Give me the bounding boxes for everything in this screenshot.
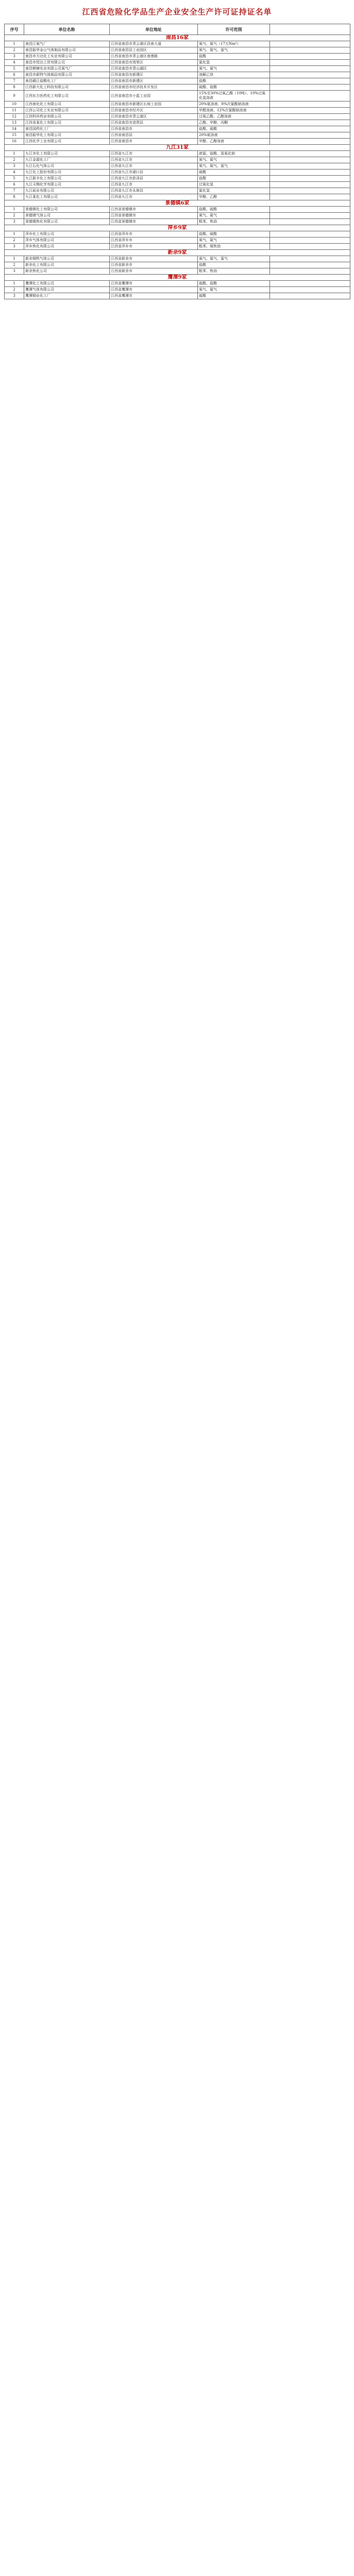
cell-seq: 2 bbox=[5, 213, 24, 219]
table-row bbox=[5, 120, 350, 126]
cell-company: 江西东方医药化工有限公司 bbox=[24, 91, 110, 101]
cell-company: 萍乡焦化有限公司 bbox=[24, 244, 110, 250]
cell-seq: 3 bbox=[5, 163, 24, 170]
cell-company: 南昌国药化工厂 bbox=[24, 126, 110, 132]
table-row bbox=[5, 72, 350, 78]
cell-seq: 4 bbox=[5, 170, 24, 176]
cell-company: 鹰潭化工有限公司 bbox=[24, 281, 110, 287]
cell-company: 南昌市新特气体制品有限公司 bbox=[24, 72, 110, 78]
cell-extra bbox=[270, 157, 350, 163]
table-row bbox=[5, 256, 350, 262]
cell-seq: 5 bbox=[5, 66, 24, 72]
cell-extra bbox=[270, 256, 350, 262]
cell-extra bbox=[270, 114, 350, 120]
section-title: 九江31家 bbox=[5, 145, 350, 151]
cell-address: 江西省南昌市经济技术开发区 bbox=[110, 84, 198, 91]
cell-scope: 甲醛溶液、12%次氯酸钠溶液 bbox=[198, 108, 270, 114]
cell-extra bbox=[270, 126, 350, 132]
cell-scope: 盐酸 bbox=[198, 262, 270, 268]
cell-company: 南昌市方达化工实业有限公司 bbox=[24, 54, 110, 60]
table-row bbox=[5, 47, 350, 54]
cell-scope: 甲醇、乙醇 bbox=[198, 194, 270, 200]
cell-seq: 5 bbox=[5, 176, 24, 182]
cell-company: 鹰潭气体有限公司 bbox=[24, 287, 110, 293]
cell-seq: 6 bbox=[5, 182, 24, 188]
table-row bbox=[5, 170, 350, 176]
cell-seq: 7 bbox=[5, 188, 24, 194]
cell-address: 江西省九江市湖口县 bbox=[110, 170, 198, 176]
cell-address: 江西省萍乡市 bbox=[110, 244, 198, 250]
table-row bbox=[5, 293, 350, 299]
cell-scope: 过氧化氢 bbox=[198, 182, 270, 188]
header-scope: 许可范围 bbox=[198, 24, 270, 35]
cell-extra bbox=[270, 293, 350, 299]
header-extra bbox=[270, 24, 350, 35]
table-row bbox=[5, 163, 350, 170]
cell-extra bbox=[270, 84, 350, 91]
cell-company: 南昌赣江盐酸化工厂 bbox=[24, 78, 110, 84]
cell-scope: 氯化氢 bbox=[198, 188, 270, 194]
cell-extra bbox=[270, 78, 350, 84]
cell-address: 江西省萍乡市 bbox=[110, 231, 198, 238]
cell-extra bbox=[270, 132, 350, 139]
table-header-row bbox=[5, 24, 350, 35]
cell-seq: 3 bbox=[5, 268, 24, 275]
table-row bbox=[5, 78, 350, 84]
table-row bbox=[5, 139, 350, 145]
cell-scope: 硫酸 bbox=[198, 293, 270, 299]
cell-seq: 3 bbox=[5, 293, 24, 299]
cell-company: 江西化学工业有限公司 bbox=[24, 139, 110, 145]
cell-company: 南昌市恒达工贸有限公司 bbox=[24, 60, 110, 66]
section-header-row bbox=[5, 35, 350, 41]
cell-address: 江西省景德镇市 bbox=[110, 219, 198, 225]
cell-company: 鹰潭铜业化工厂 bbox=[24, 293, 110, 299]
cell-extra bbox=[270, 213, 350, 219]
cell-company: 江西新大化工科技有限公司 bbox=[24, 84, 110, 91]
cell-seq: 2 bbox=[5, 238, 24, 244]
cell-extra bbox=[270, 287, 350, 293]
cell-address: 江西省九江市彭泽县 bbox=[110, 176, 198, 182]
cell-company: 新余钢铁气体公司 bbox=[24, 256, 110, 262]
table-row bbox=[5, 54, 350, 60]
table-row bbox=[5, 132, 350, 139]
cell-address: 江西省南昌市经开区 bbox=[110, 108, 198, 114]
cell-address: 江西省南昌市小蓝工业园 bbox=[110, 91, 198, 101]
header-company: 单位名称 bbox=[24, 24, 110, 35]
cell-address: 江西省南昌市新建区 bbox=[110, 78, 198, 84]
cell-company: 九江新丰化工有限公司 bbox=[24, 176, 110, 182]
cell-address: 江西省南昌市进贤县 bbox=[110, 120, 198, 126]
cell-extra bbox=[270, 163, 350, 170]
cell-address: 江西省新余市 bbox=[110, 262, 198, 268]
cell-company: 江西南化化工有限公司 bbox=[24, 101, 110, 108]
cell-scope: 盐酸 bbox=[198, 54, 270, 60]
cell-seq: 1 bbox=[5, 207, 24, 213]
cell-seq: 13 bbox=[5, 120, 24, 126]
cell-scope: 20%氨溶液 bbox=[198, 132, 270, 139]
cell-company: 九江金源化工厂 bbox=[24, 157, 110, 163]
cell-company: 江西科环药业有限公司 bbox=[24, 114, 110, 120]
cell-seq: 1 bbox=[5, 281, 24, 287]
section-title: 萍乡9家 bbox=[5, 225, 350, 231]
cell-company: 九江某化工有限公司 bbox=[24, 194, 110, 200]
cell-seq: 2 bbox=[5, 287, 24, 293]
cell-scope: 氧气、氮气、氩气 bbox=[198, 47, 270, 54]
cell-scope: 氧气、氮气 bbox=[198, 238, 270, 244]
cell-scope: 15%至30%过氧乙酸（10吨）、10%过氧化氢溶液 bbox=[198, 91, 270, 101]
section-title: 鹰潭9家 bbox=[5, 275, 350, 281]
cell-seq: 6 bbox=[5, 72, 24, 78]
header-address: 单位地址 bbox=[110, 24, 198, 35]
cell-company: 景德镇焦化有限公司 bbox=[24, 219, 110, 225]
header-seq: 序号 bbox=[5, 24, 24, 35]
section-header-row bbox=[5, 145, 350, 151]
cell-extra bbox=[270, 281, 350, 287]
cell-scope: 氧气、氮气、氩气 bbox=[198, 256, 270, 262]
cell-company: 南昌振华化工有限公司 bbox=[24, 132, 110, 139]
cell-address: 江西省鹰潭市 bbox=[110, 287, 198, 293]
table-row bbox=[5, 84, 350, 91]
cell-extra bbox=[270, 91, 350, 101]
table-row bbox=[5, 231, 350, 238]
cell-scope: 硫酸 bbox=[198, 170, 270, 176]
table-row bbox=[5, 194, 350, 200]
section-header-row bbox=[5, 275, 350, 281]
cell-extra bbox=[270, 244, 350, 250]
cell-extra bbox=[270, 182, 350, 188]
cell-address: 江西省新余市 bbox=[110, 268, 198, 275]
cell-scope: 氧气、氮气 bbox=[198, 157, 270, 163]
table-row bbox=[5, 262, 350, 268]
cell-address: 江西省九江市 bbox=[110, 157, 198, 163]
cell-address: 江西省南昌市 bbox=[110, 139, 198, 145]
cell-company: 九江硅业有限公司 bbox=[24, 188, 110, 194]
table-row bbox=[5, 91, 350, 101]
cell-scope: 氯化氢 bbox=[198, 60, 270, 66]
table-row bbox=[5, 219, 350, 225]
cell-scope: 硫酸、盐酸 bbox=[198, 281, 270, 287]
cell-extra bbox=[270, 72, 350, 78]
cell-scope: 20%氨溶液、8%次氯酸钠溶液 bbox=[198, 101, 270, 108]
cell-address: 江西省萍乡市 bbox=[110, 238, 198, 244]
cell-seq: 1 bbox=[5, 41, 24, 47]
cell-address: 江西省南昌市湾里区 bbox=[110, 60, 198, 66]
cell-address: 江西省鹰潭市 bbox=[110, 281, 198, 287]
cell-extra bbox=[270, 120, 350, 126]
cell-extra bbox=[270, 139, 350, 145]
cell-extra bbox=[270, 101, 350, 108]
cell-scope: 乙醇、甲醇、丙酮 bbox=[198, 120, 270, 126]
cell-scope: 粗苯、焦油 bbox=[198, 268, 270, 275]
cell-company: 新余焦化公司 bbox=[24, 268, 110, 275]
cell-scope: 氧气、氮气 bbox=[198, 213, 270, 219]
cell-address: 江西省九江市 bbox=[110, 151, 198, 157]
cell-scope: 盐酸 bbox=[198, 176, 270, 182]
cell-scope: 盐酸、硫酸 bbox=[198, 207, 270, 213]
section-title: 新余9家 bbox=[5, 250, 350, 256]
table-row bbox=[5, 244, 350, 250]
cell-seq: 10 bbox=[5, 101, 24, 108]
cell-extra bbox=[270, 60, 350, 66]
cell-seq: 7 bbox=[5, 78, 24, 84]
table-row bbox=[5, 157, 350, 163]
table-row bbox=[5, 151, 350, 157]
cell-address: 江西省南昌市 bbox=[110, 126, 198, 132]
cell-scope: 甲醇、乙醇溶液 bbox=[198, 139, 270, 145]
table-row bbox=[5, 126, 350, 132]
table-row bbox=[5, 176, 350, 182]
cell-scope: 氧气、氮气、氩气 bbox=[198, 163, 270, 170]
cell-seq: 1 bbox=[5, 231, 24, 238]
cell-seq: 8 bbox=[5, 84, 24, 91]
cell-extra bbox=[270, 108, 350, 114]
permit-table bbox=[4, 24, 350, 299]
cell-scope: 粗苯、焦油 bbox=[198, 219, 270, 225]
cell-extra bbox=[270, 47, 350, 54]
table-row bbox=[5, 114, 350, 120]
table-row bbox=[5, 287, 350, 293]
cell-seq: 9 bbox=[5, 91, 24, 101]
cell-company: 南昌江氧气厂 bbox=[24, 41, 110, 47]
cell-address: 江西省景德镇市 bbox=[110, 213, 198, 219]
cell-address: 江西省南昌市新建区长堎工业园 bbox=[110, 101, 198, 108]
cell-company: 九江天赐化学有限公司 bbox=[24, 182, 110, 188]
cell-extra bbox=[270, 54, 350, 60]
cell-scope: 粗苯、煤焦油 bbox=[198, 244, 270, 250]
cell-extra bbox=[270, 262, 350, 268]
table-row bbox=[5, 188, 350, 194]
table-row bbox=[5, 41, 350, 47]
table-row bbox=[5, 66, 350, 72]
cell-address: 江西省南昌县工业园区 bbox=[110, 47, 198, 54]
cell-seq: 8 bbox=[5, 194, 24, 200]
cell-seq: 14 bbox=[5, 126, 24, 132]
table-row bbox=[5, 101, 350, 108]
cell-extra bbox=[270, 194, 350, 200]
cell-company: 江西公司化工实业有限公司 bbox=[24, 108, 110, 114]
cell-company: 萍乡化工有限公司 bbox=[24, 231, 110, 238]
cell-company: 南昌振华金山气体制品有限公司 bbox=[24, 47, 110, 54]
cell-company: 江西省某化工有限公司 bbox=[24, 120, 110, 126]
cell-company: 景德镇化工有限公司 bbox=[24, 207, 110, 213]
section-header-row bbox=[5, 250, 350, 256]
cell-address: 江西省景德镇市 bbox=[110, 207, 198, 213]
cell-company: 南昌柳塘实业有限公司氧气厂 bbox=[24, 66, 110, 72]
cell-address: 江西省南昌县 bbox=[110, 132, 198, 139]
cell-address: 江西省九江市 bbox=[110, 163, 198, 170]
table-row bbox=[5, 281, 350, 287]
cell-scope: 液氯、盐酸、氢氧化钠 bbox=[198, 151, 270, 157]
cell-scope: 氧气、氮气 bbox=[198, 66, 270, 72]
cell-company: 九江市化工有限公司 bbox=[24, 151, 110, 157]
table-row bbox=[5, 60, 350, 66]
cell-seq: 2 bbox=[5, 47, 24, 54]
cell-seq: 1 bbox=[5, 151, 24, 157]
cell-seq: 2 bbox=[5, 262, 24, 268]
table-row bbox=[5, 213, 350, 219]
cell-scope: 盐酸、硫酸 bbox=[198, 231, 270, 238]
cell-address: 江西省南昌市青山湖区 bbox=[110, 66, 198, 72]
cell-address: 江西省南昌市青云谱区昌南大道 bbox=[110, 41, 198, 47]
cell-address: 江西省南昌市青云谱区南莲路 bbox=[110, 54, 198, 60]
cell-scope: 过氧乙酸、乙醇溶液 bbox=[198, 114, 270, 120]
cell-seq: 12 bbox=[5, 114, 24, 120]
cell-extra bbox=[270, 219, 350, 225]
cell-extra bbox=[270, 238, 350, 244]
cell-seq: 2 bbox=[5, 157, 24, 163]
cell-scope: 溶解乙炔 bbox=[198, 72, 270, 78]
cell-seq: 3 bbox=[5, 54, 24, 60]
cell-extra bbox=[270, 151, 350, 157]
cell-address: 江西省南昌市青云谱区 bbox=[110, 114, 198, 120]
cell-scope: 硫酸、盐酸 bbox=[198, 84, 270, 91]
cell-seq: 3 bbox=[5, 219, 24, 225]
section-title: 景德镇6家 bbox=[5, 200, 350, 207]
cell-address: 江西省新余市 bbox=[110, 256, 198, 262]
cell-address: 江西省九江市永修县 bbox=[110, 188, 198, 194]
cell-extra bbox=[270, 207, 350, 213]
cell-extra bbox=[270, 170, 350, 176]
cell-seq: 16 bbox=[5, 139, 24, 145]
cell-address: 江西省鹰潭市 bbox=[110, 293, 198, 299]
cell-company: 景德镇气体公司 bbox=[24, 213, 110, 219]
table-row bbox=[5, 182, 350, 188]
cell-seq: 11 bbox=[5, 108, 24, 114]
table-row bbox=[5, 207, 350, 213]
table-row bbox=[5, 238, 350, 244]
cell-seq: 4 bbox=[5, 60, 24, 66]
section-header-row bbox=[5, 200, 350, 207]
table-body bbox=[5, 35, 350, 299]
cell-extra bbox=[270, 188, 350, 194]
cell-address: 江西省九江市 bbox=[110, 194, 198, 200]
cell-scope: 盐酸 bbox=[198, 78, 270, 84]
cell-scope: 盐酸、硫酸 bbox=[198, 126, 270, 132]
cell-scope: 氧气、氮气 bbox=[198, 287, 270, 293]
cell-address: 江西省九江市 bbox=[110, 182, 198, 188]
table-row bbox=[5, 108, 350, 114]
cell-extra bbox=[270, 176, 350, 182]
cell-seq: 3 bbox=[5, 244, 24, 250]
cell-extra bbox=[270, 268, 350, 275]
section-header-row bbox=[5, 225, 350, 231]
cell-company: 新余化工有限公司 bbox=[24, 262, 110, 268]
cell-scope: 氧气、氮气（17万Nm³） bbox=[198, 41, 270, 47]
cell-company: 九江石化气体公司 bbox=[24, 163, 110, 170]
cell-address: 江西省南昌市新建区 bbox=[110, 72, 198, 78]
cell-extra bbox=[270, 231, 350, 238]
section-title: 南昌16家 bbox=[5, 35, 350, 41]
cell-company: 萍乡气体有限公司 bbox=[24, 238, 110, 244]
cell-company: 九江化工股份有限公司 bbox=[24, 170, 110, 176]
cell-extra bbox=[270, 66, 350, 72]
cell-seq: 15 bbox=[5, 132, 24, 139]
cell-extra bbox=[270, 41, 350, 47]
cell-seq: 1 bbox=[5, 256, 24, 262]
document-title: 江西省危险化学品生产企业安全生产许可证持证名单 bbox=[82, 7, 272, 16]
table-row bbox=[5, 268, 350, 275]
